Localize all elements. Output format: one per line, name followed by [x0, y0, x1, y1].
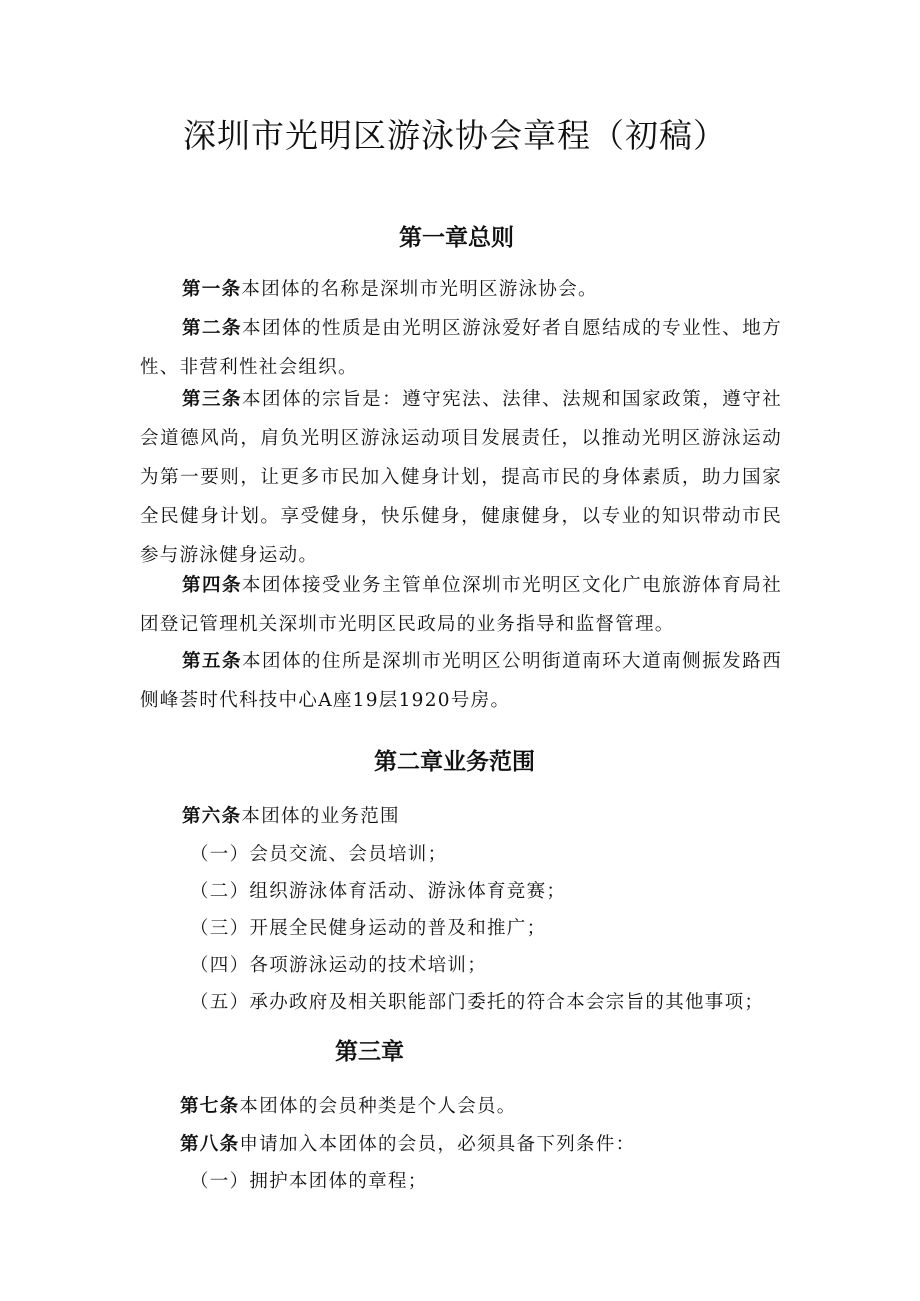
article-7-lead: 第七条 [180, 1096, 240, 1117]
article-2-lead: 第二条 [182, 318, 243, 339]
document-title: 深圳市光明区游泳协会章程（初稿） [183, 116, 727, 155]
chapter-1-heading: 第一章总则 [399, 225, 514, 251]
scope-item-2: （二）组织游泳体育活动、游泳体育竞赛； [190, 881, 567, 902]
article-6 [182, 802, 400, 828]
chapter-2-heading: 第二章业务范围 [374, 749, 535, 775]
scope-item-1: （一）会员交流、会员培训； [190, 844, 448, 865]
article-3-lead: 第三条 [182, 389, 243, 410]
article-4 [140, 566, 782, 644]
scope-item-5: （五）承办政府及相关职能部门委托的符合本会宗旨的其他事项； [190, 992, 765, 1013]
article-4-text: 本团体接受业务主管单位深圳市光明区文化广电旅游体育局社团登记管理机关深圳市光明区民政局的业务指导和监督管理。 [140, 575, 782, 635]
article-1 [140, 270, 782, 309]
article-4-lead: 第四条 [182, 575, 243, 596]
article-2-text: 本团体的性质是由光明区游泳爱好者自愿结成的专业性、地方性、非营利性社会组织。 [140, 318, 782, 378]
article-5-text: 本团体的住所是深圳市光明区公明街道南环大道南侧振发路西侧峰荟时代科技中心A座19层1920号房。 [140, 651, 782, 711]
article-6-text: 本团体的业务范围 [241, 806, 400, 827]
scope-item-3: （三）开展全民健身运动的普及和推广； [190, 918, 547, 939]
scope-item-4: （四）各项游泳运动的技术培训； [190, 955, 488, 976]
condition-item-1: （一）拥护本团体的章程； [190, 1171, 428, 1192]
article-5 [140, 642, 782, 720]
article-7 [180, 1092, 517, 1118]
article-5-lead: 第五条 [182, 651, 243, 672]
article-6-lead: 第六条 [182, 806, 242, 827]
article-3-text: 本团体的宗旨是：遵守宪法、法律、法规和国家政策，遵守社会道德风尚，肩负光明区游泳运动项目发展责任，以推动光明区游泳运动为第一要则，让更多市民加入健身计划，提高市民的身体素质，助力国家全民健身计划。享受健身，快乐健身，健康健身，以专业的知识带动市民参与游泳健身运动。 [140, 389, 782, 566]
article-7-text: 本团体的会员种类是个人会员。 [239, 1096, 517, 1117]
chapter-3-heading: 第三章 [335, 1039, 404, 1065]
article-8-text: 申请加入本团体的会员，必须具备下列条件： [239, 1134, 636, 1155]
article-8 [180, 1130, 635, 1156]
article-8-lead: 第八条 [180, 1134, 240, 1155]
article-1-text: 本团体的名称是深圳市光明区游泳协会。 [241, 279, 598, 300]
article-2 [140, 309, 782, 387]
article-3 [140, 380, 782, 575]
article-1-lead: 第一条 [182, 279, 242, 300]
